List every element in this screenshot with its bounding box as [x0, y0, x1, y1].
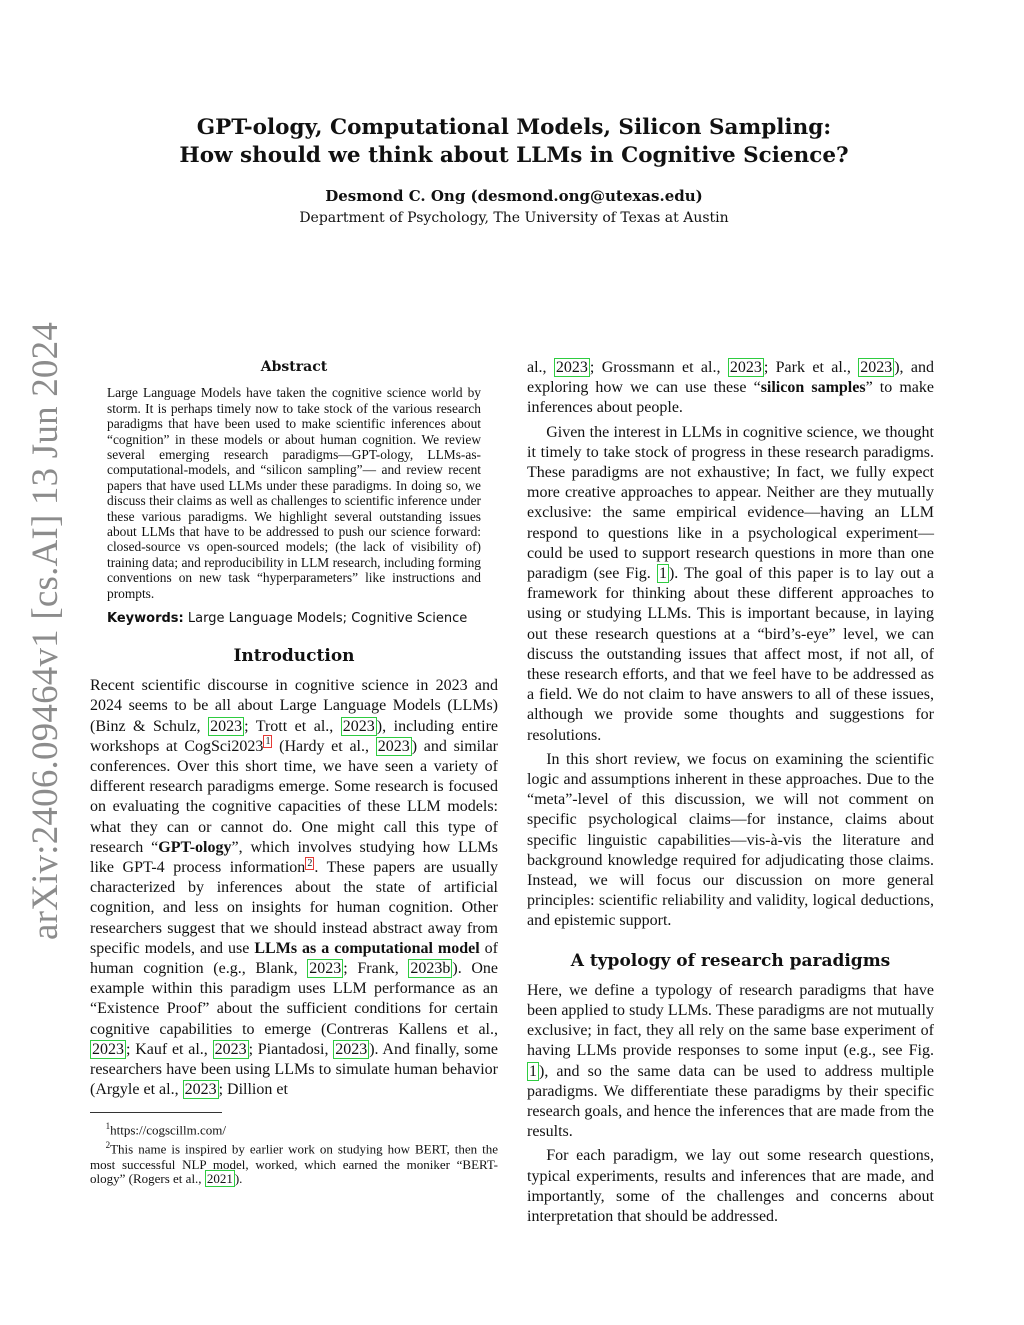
citation-link[interactable]: 2023: [210, 717, 243, 735]
intro-paragraph: [90, 676, 498, 1100]
text-run: ; Trott et al.,: [244, 717, 341, 735]
text-run: ; Park et al.,: [763, 359, 859, 376]
text-run: ”, which involves studying how LLMs like GPT-4 process information: [90, 838, 499, 876]
left-column: [90, 360, 498, 1187]
text-run: ” to make inferences about people.: [527, 379, 935, 417]
footnote-1: [90, 1119, 498, 1138]
text-run: (Hardy et al.,: [272, 737, 376, 755]
paragraph: [527, 981, 934, 1143]
citation-link[interactable]: 2023: [860, 359, 893, 376]
footnote-mark: 1: [105, 1121, 111, 1132]
footnote-mark: 2: [105, 1140, 111, 1151]
text-run: ). And finally, some researchers have been using LLMs to simulate human behavior (Argyle et al.,: [90, 1040, 499, 1099]
bold-term: silicon samples: [760, 379, 866, 397]
abstract-block: [90, 360, 498, 627]
figure-ref-link[interactable]: 1: [529, 1062, 537, 1080]
text-run: ), including entire workshops at CogSci2023: [90, 717, 499, 755]
author-line: Desmond C. Ong (desmond.ong@utexas.edu): [325, 187, 703, 205]
text-run: of human cognition (e.g., Blank,: [90, 939, 499, 977]
text-run: Given the interest in LLMs in cognitive science, we thought it timely to take stock of progress in these research paradigms. These paradigms are not exhaustive; In fact, we fully expect more creative approaches to appear. Neither are they mutually exclusive: the same empirical evidence—having an LLM respond to questions like in a psychological experiment—could be used to support research questions in more than one paradigm (see Fig.: [527, 423, 934, 583]
arxiv-identifier-stamp: arXiv:2406.09464v1 [cs.AI] 13 Jun 2024: [25, 321, 66, 940]
citation-link[interactable]: 2023: [377, 737, 410, 755]
paragraph: In this short review, we focus on examining the scientific logic and assumptions inherent in these approaches. Due to the “meta”-level of this discussion, we will not comment on specific psychological claims—for instance, claims about specific linguistic capabilities—vis-à-vis the literature and background knowledge required for adjudicating those claims. Instead, we will focus our discussion on more general principles: scientific reliability and validity, logical deductions, and epistemic support.: [527, 750, 934, 930]
title-line-1: GPT-ology, Computational Models, Silicon Sampling:: [196, 115, 832, 140]
keywords-label: Keywords:: [107, 611, 184, 627]
footnote-text: This name is inspired by earlier work on studying how BERT, then the most successful NLP model, worked, which earned the moniker “BERT-ology” (Rogers et al.,: [90, 1141, 498, 1187]
citation-link[interactable]: 2023: [729, 359, 762, 376]
paper-title: [90, 114, 938, 170]
text-run: Recent scientific discourse in cognitive science in 2023 and 2024 seems to be all about Large Language Models (LLMs) (Binz & Schulz,: [90, 677, 498, 735]
keywords-text: Large Language Models; Cognitive Science: [187, 611, 468, 627]
bold-term: GPT-ology: [158, 838, 232, 856]
text-run: ), and so the same data can be used to address multiple paradigms. We differentiate these paradigms by their specific research goals, and hence the inferences that are made from the results.: [527, 1062, 934, 1141]
citation-link[interactable]: 2023: [92, 1040, 124, 1058]
citation-link[interactable]: 2023b: [410, 959, 451, 977]
citation-link[interactable]: 2023: [309, 959, 342, 977]
text-run: Here, we define a typology of research paradigms that have been applied to study LLMs. These paradigms are not mutually exclusive; in fact, they all rely on the same base experiment of having LLMs provide responses to some input (e.g., see Fig.: [527, 981, 934, 1060]
text-run: al.,: [527, 359, 554, 376]
citation-link[interactable]: 2023: [342, 717, 375, 735]
footnote-text: ).: [234, 1171, 243, 1187]
footnote-2: [90, 1138, 498, 1187]
text-run: ). The goal of this paper is to lay out a framework for thinking about these different approaches to using or studying LLMs. This is important because, in laying out these research questions at a “bird’s-eye” level, we can discuss the outstanding issues that affect most, if not all, of these research efforts, and that we feel have to be addressed as a field. We do not claim to have answers to all of these issues, although we provide some thoughts and suggestions for resolutions.: [527, 565, 934, 744]
citation-link[interactable]: 2023: [184, 1081, 217, 1099]
citation-link[interactable]: 2023: [335, 1040, 368, 1058]
paragraph: [527, 423, 934, 746]
text-run: ). One example within this paradigm uses LLM performance as an “Existence Proof” about the sufficient conditions for certain cognitive capabilities to emerge (Contreras Kallens et al.,: [90, 959, 498, 1038]
footnote-ref-link[interactable]: 1: [265, 736, 271, 748]
figure-ref-link[interactable]: 1: [658, 565, 667, 583]
text-run: ; Frank,: [343, 959, 409, 977]
text-run: ) and similar conferences. Over this short time, we have seen a variety of different research paradigms emerge. Some research is focused on evaluating the cognitive capacities of these LLM models: what they can or cannot do. One might call this type of research “: [90, 737, 498, 856]
text-run: ; Piantadosi,: [248, 1040, 334, 1058]
text-run: ), and exploring how we can use these “: [527, 359, 935, 397]
paragraph: For each paradigm, we lay out some research questions, typical experiments, results and inferences that are made, and importantly, some of the challenges and concerns about interpretation that should be addressed.: [527, 1147, 934, 1225]
title-line-2: How should we think about LLMs in Cognitive Science?: [179, 143, 849, 168]
footnote-text: https://cogscillm.com/: [110, 1122, 227, 1138]
citation-link[interactable]: 2023: [555, 359, 588, 376]
citation-link[interactable]: 2021: [206, 1171, 233, 1187]
text-run: ; Dillion et: [218, 1081, 288, 1099]
right-column: [527, 358, 934, 1227]
abstract-heading: Abstract: [260, 359, 328, 375]
text-run: . These papers are usually characterized by inferences about the state of artificial cognition, and less on insights for human cognition. Other researchers suggest that we should instead abstract away from specific models, and use: [90, 858, 499, 957]
keywords-line: [107, 611, 481, 627]
bold-term: LLMs as a computational model: [254, 939, 480, 957]
section-heading-typology: A typology of research paradigms: [570, 950, 891, 971]
affiliation-line: Department of Psychology, The University of Texas at Austin: [299, 210, 729, 226]
text-run: ; Kauf et al.,: [126, 1040, 213, 1058]
section-heading-introduction: Introduction: [233, 646, 355, 667]
footnote-ref-link[interactable]: 2: [307, 857, 313, 869]
footnote-divider: [90, 1112, 222, 1113]
text-run: ; Grossmann et al.,: [589, 359, 728, 376]
citation-link[interactable]: 2023: [214, 1040, 247, 1058]
continued-paragraph: [527, 358, 934, 419]
abstract-text: Large Language Models have taken the cognitive science world by storm. It is perhaps timely now to take stock of the various research paradigms that have been used to make scientific inferences about “cognition” in these models or about human cognition. We review several emerging research paradigms—GPT-ology, LLMs-as-computational-models, and “silicon sampling”— and review recent papers that have used LLMs under these paradigms. In doing so, we discuss their claims as well as challenges to scientific inference under these various paradigms. We highlight several outstanding issues about LLMs that have to be addressed to push our science forward: closed-source vs open-sourced models; (the lack of visibility of) training data; and reproducibility in LLM research, including forming conventions on new task “hyperparameters” like instructions and prompts.: [107, 385, 481, 601]
title-block: [90, 114, 938, 228]
